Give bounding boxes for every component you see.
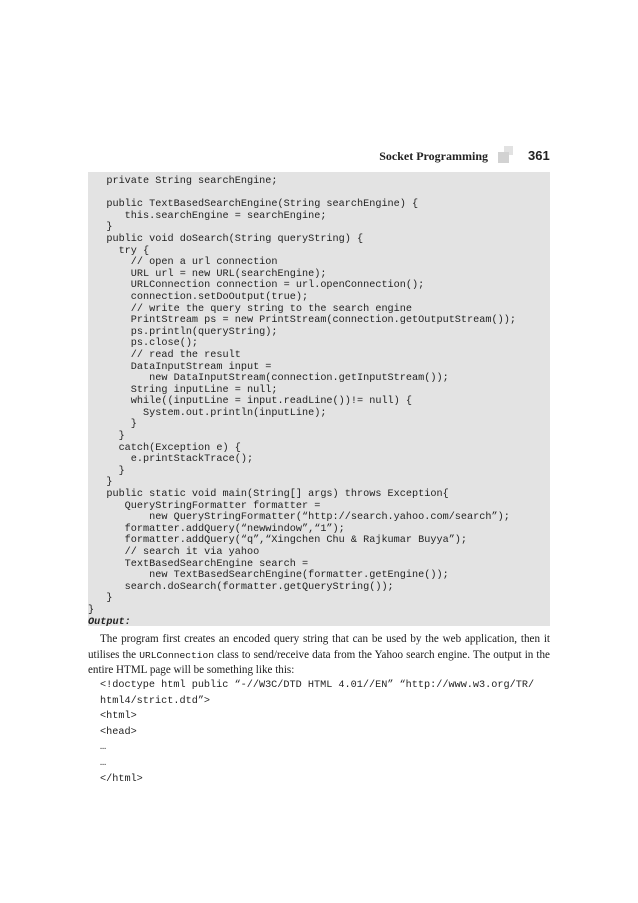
paragraph-text: class to send/receive data from the Yahoo search engine. The output in the entire HTML page will be something like this: [88,648,550,676]
running-head-title: Socket Programming [379,149,488,163]
output-line: <html> [100,711,137,723]
code-line: ps.close(); [88,338,199,350]
code-line: DataInputStream input = [88,361,272,373]
inline-code-urlconnection: URLConnection [139,649,215,661]
code-line: new QueryStringFormatter(“http://search.yahoo.com/search”); [88,512,510,524]
code-line: formatter.addQuery(“q”,“Xingchen Chu & Rajkumar Buyya”); [88,535,468,547]
output-line: html4/strict.dtd”> [100,695,211,707]
code-line: TextBasedSearchEngine search = [88,558,309,570]
code-line: URLConnection connection = url.openConnection(); [88,280,425,292]
decorative-squares-icon [498,146,518,168]
code-line: } [88,419,137,431]
code-line: // search it via yahoo [88,547,260,558]
square-shape [498,152,509,163]
page-number: 361 [528,148,550,163]
code-listing [88,176,550,628]
code-line: } [88,465,125,477]
code-line: search.doSearch(formatter.getQueryString()); [88,581,394,593]
code-line: catch(Exception e) { [88,442,241,454]
code-line: try { [88,245,150,257]
output-line: <head> [100,726,137,738]
code-line: } [88,477,113,489]
code-line: this.searchEngine = searchEngine; [88,210,327,222]
code-line: } [88,604,95,616]
code-line: URL url = new URL(searchEngine); [88,268,327,280]
code-line: connection.setDoOutput(true); [88,291,309,303]
code-line: public void doSearch(String queryString) { [88,233,364,245]
code-line [88,188,550,200]
paragraph-text: The program first creates an encoded query string that can be used by the web application, then it utilises the [88,633,550,661]
code-line: formatter.addQuery(“newwindow”,“1”); [88,523,345,535]
code-line: new DataInputStream(connection.getInputStream()); [88,373,449,385]
code-line: System.out.println(inputLine); [88,407,327,419]
output-listing [100,678,550,787]
output-label: Output: [88,616,131,628]
code-line: QueryStringFormatter formatter = [88,500,321,512]
output-line: … [100,757,107,769]
code-line: public TextBasedSearchEngine(String searchEngine) { [88,199,419,211]
page-header [0,146,638,168]
output-line: … [100,742,107,754]
code-line: // write the query string to the search engine [88,303,413,315]
output-line: <!doctype html public “-//W3C/DTD HTML 4.01//EN” “http://www.w3.org/TR/ [100,680,535,691]
output-line: </html> [100,773,143,785]
body-paragraph [88,632,550,679]
code-line: PrintStream ps = new PrintStream(connection.getOutputStream()); [88,315,516,327]
code-line: } [88,222,113,234]
code-line: while((inputLine = input.readLine())!= null) { [88,396,413,408]
code-line: public static void main(String[] args) throws Exception{ [88,489,449,501]
code-line: } [88,431,125,443]
code-line: // read the result [88,349,241,361]
code-line: } [88,593,113,605]
code-line: e.printStackTrace(); [88,454,254,466]
code-line: String inputLine = null; [88,384,278,396]
code-line: ps.println(queryString); [88,326,278,338]
code-line: // open a url connection [88,257,278,269]
code-line: private String searchEngine; [88,176,278,187]
code-line: new TextBasedSearchEngine(formatter.getEngine()); [88,570,449,582]
